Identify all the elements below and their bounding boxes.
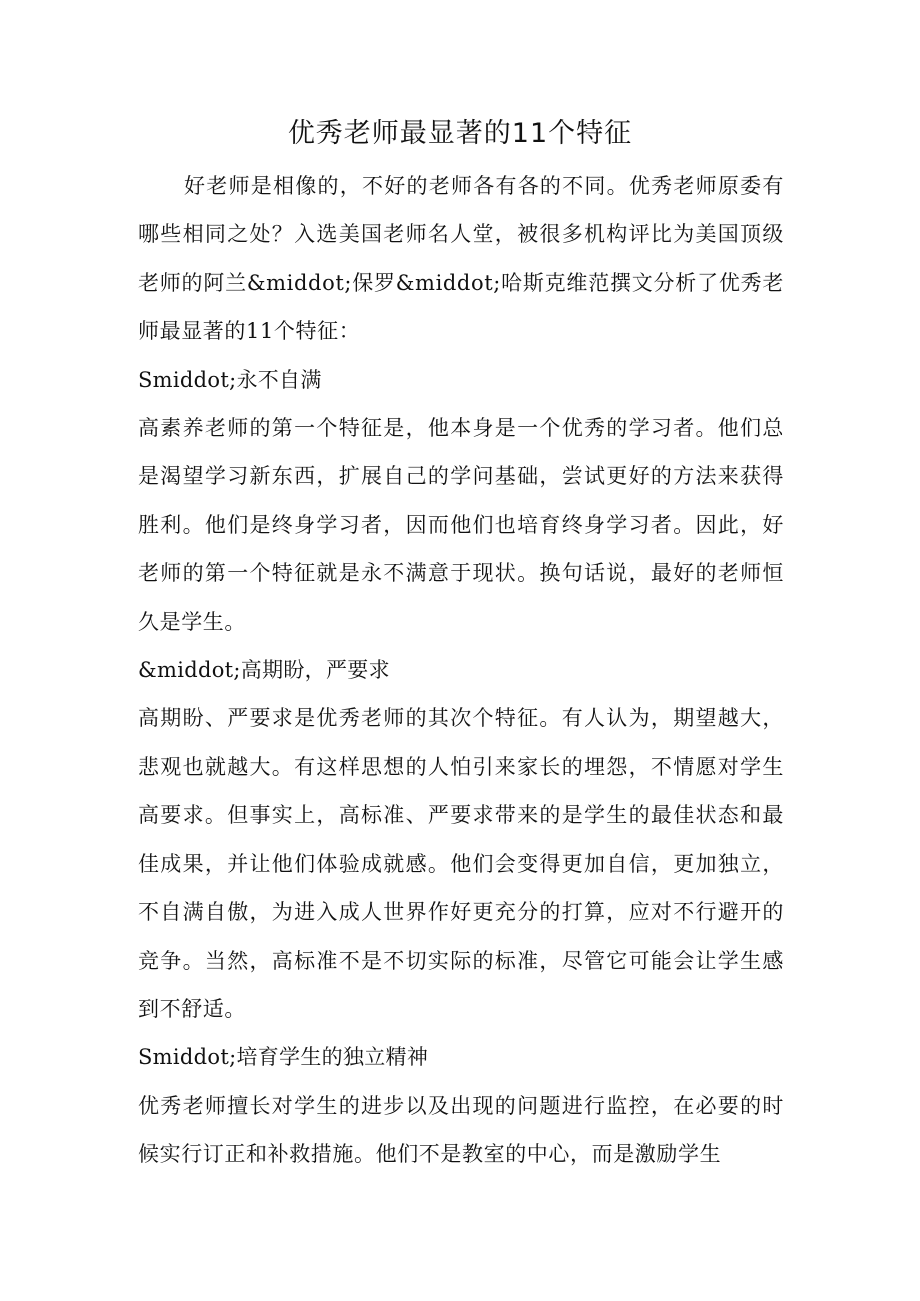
section-paragraph-1: 高素养老师的第一个特征是，他本身是一个优秀的学习者。他们总是渴望学习新东西，扩展自己的学问基础，尝试更好的方法来获得胜利。他们是终身学习者，因而他们也培育终身学习者。因此，好老师的第一个特征就是永不满意于现状。换句话说，最好的老师恒久是学生。 [138,416,784,634]
section-paragraph-3: 优秀老师擅长对学生的进步以及出现的问题进行监控，在必要的时候实行订正和补救措施。他们不是教室的中心，而是激励学生 [138,1093,784,1167]
document-body [138,162,784,1179]
section-heading-1: Smiddot;永不自满 [138,367,322,392]
section-paragraph-2: 高期盼、严要求是优秀老师的其次个特征。有人认为，期望越大，悲观也就越大。有这样思想的人怕引来家长的埋怨，不情愿对学生高要求。但事实上，高标准、严要求带来的是学生的最佳状态和最佳成果，并让他们体验成就感。他们会变得更加自信，更加独立，不自满自傲，为进入成人世界作好更充分的打算，应对不行避开的竞争。当然，高标准不是不切实际的标准，尽管它可能会让学生感到不舒适。 [138,706,784,1021]
section-heading-2: &middot;高期盼，严要求 [138,658,390,683]
document-title: 优秀老师最显著的11个特征 [287,118,633,149]
intro-paragraph: 好老师是相像的，不好的老师各有各的不同。优秀老师原委有哪些相同之处？入选美国老师名人堂，被很多机构评比为美国顶级老师的阿兰&middot;保罗&middot;哈斯克维范撰文分析了优秀老师最显著的11个特征： [138,174,784,344]
section-heading-3: Smiddot;培育学生的独立精神 [138,1045,429,1070]
